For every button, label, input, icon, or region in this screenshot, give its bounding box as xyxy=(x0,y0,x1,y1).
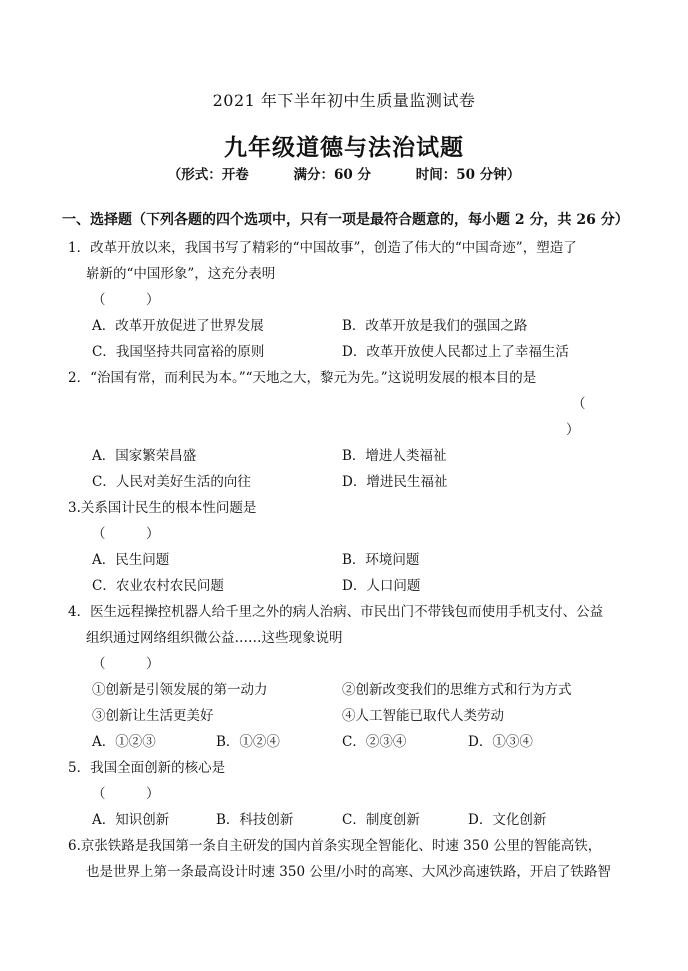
option-a: A．知识创新 xyxy=(92,812,170,828)
question-stem: 医生远程操控机器人给千里之外的病人治病、市民出门不带钱包而使用手机支付、公益 xyxy=(90,604,604,620)
option-a: A．①②③ xyxy=(92,734,156,750)
option-d: D．改革开放使人民都过上了幸福生活 xyxy=(342,344,569,360)
exam-format: （形式：开卷 xyxy=(167,167,249,183)
statement-2: ②创新改变我们的思维方式和行为方式 xyxy=(342,682,572,698)
option-a: A．国家繁荣昌盛 xyxy=(92,448,197,464)
exam-time: 时间：50 分钟） xyxy=(415,167,521,183)
answer-blank-open: （ xyxy=(572,396,586,412)
question-number: 1． xyxy=(68,240,91,256)
option-c: C．我国坚持共同富裕的原则 xyxy=(92,344,265,360)
question-number: 5． xyxy=(68,760,91,776)
option-b: B．环境问题 xyxy=(342,552,420,568)
question-number: 4． xyxy=(68,604,91,620)
question-4 xyxy=(68,600,603,620)
question-stem: 京张铁路是我国第一条自主研发的国内首条实现全智能化、时速 350 公里的智能高铁， xyxy=(80,838,602,854)
answer-blank: （ ） xyxy=(92,526,160,542)
answer-blank-close: ） xyxy=(566,422,580,438)
question-number: 3. xyxy=(68,500,81,516)
question-2 xyxy=(68,366,536,386)
answer-blank: （ ） xyxy=(92,786,160,802)
answer-blank: （ ） xyxy=(92,292,160,308)
question-5 xyxy=(68,756,225,776)
question-stem: 关系国计民生的根本性问题是 xyxy=(80,500,257,516)
option-b: B．科技创新 xyxy=(216,812,294,828)
exam-meta xyxy=(0,163,688,183)
option-a: A．改革开放促进了世界发展 xyxy=(92,318,264,334)
question-stem: “治国有常，而利民为本。”“天地之大，黎元为先。”这说明发展的根本目的是 xyxy=(90,370,537,386)
question-6 xyxy=(68,834,601,854)
subject-title: 九年级道德与法治试题 xyxy=(224,134,464,161)
option-b: B．增进人类福祉 xyxy=(342,448,447,464)
option-d: D．人口问题 xyxy=(342,578,421,594)
question-1 xyxy=(68,236,577,256)
section-title: 一、选择题（下列各题的四个选项中，只有一项是最符合题意的，每小题 2 分，共 26 分） xyxy=(62,212,629,228)
option-d: D．①③④ xyxy=(468,734,533,750)
question-stem: 改革开放以来，我国书写了精彩的“中国故事”，创造了伟大的“中国奇迹”，塑造了 xyxy=(90,240,577,256)
option-d: D．增进民生福祉 xyxy=(342,474,448,490)
question-3 xyxy=(68,496,256,516)
option-c: C．制度创新 xyxy=(342,812,420,828)
question-stem-cont: 组织通过网络组织微公益……这些现象说明 xyxy=(86,630,343,646)
option-a: A．民生问题 xyxy=(92,552,170,568)
statement-1: ①创新是引领发展的第一动力 xyxy=(92,682,268,698)
exam-full-score: 满分：60 分 xyxy=(293,167,371,183)
exam-title: 2021 年下半年初中生质量监测试卷 xyxy=(212,91,476,110)
option-b: B．①②④ xyxy=(216,734,280,750)
question-stem: 我国全面创新的核心是 xyxy=(90,760,226,776)
question-stem-cont: 崭新的“中国形象”，这充分表明 xyxy=(86,266,276,282)
option-c: C．农业农村农民问题 xyxy=(92,578,224,594)
question-stem-cont: 也是世界上第一条最高设计时速 350 公里/小时的高寒、大风沙高速铁路，开启了铁路智 xyxy=(86,864,611,880)
option-b: B．改革开放是我们的强国之路 xyxy=(342,318,528,334)
statement-3: ③创新让生活更美好 xyxy=(92,708,214,724)
statement-4: ④人工智能已取代人类劳动 xyxy=(342,708,504,724)
question-number: 6. xyxy=(68,838,81,854)
answer-blank: （ ） xyxy=(92,656,160,672)
option-c: C．②③④ xyxy=(342,734,407,750)
option-c: C．人民对美好生活的向往 xyxy=(92,474,251,490)
option-d: D．文化创新 xyxy=(468,812,547,828)
question-number: 2． xyxy=(68,370,91,386)
